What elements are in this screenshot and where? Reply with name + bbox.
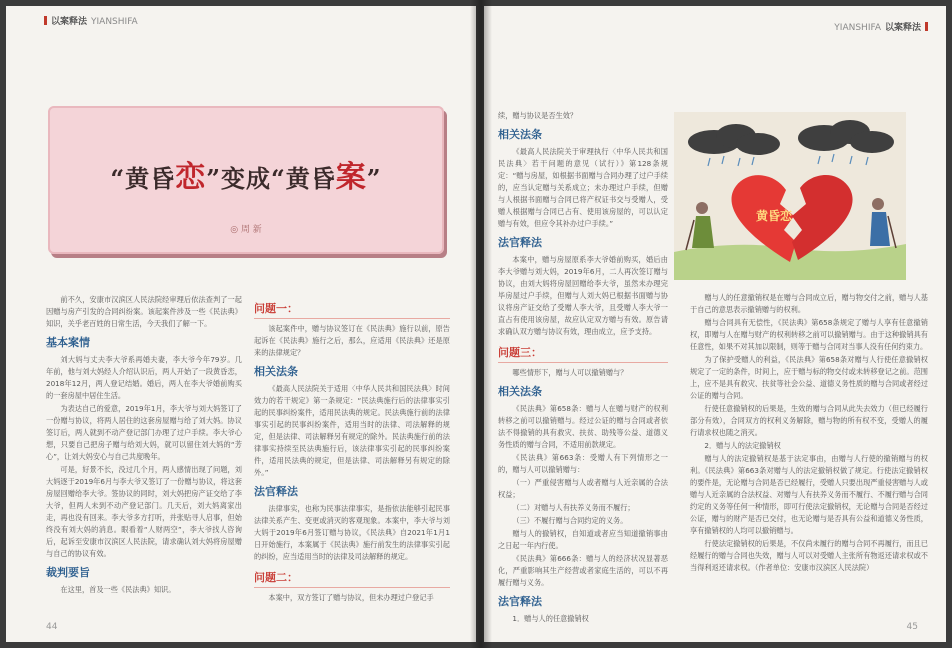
body-paragraph: 1．赠与人的任意撤销权 — [512, 614, 589, 623]
illustration-broken-heart — [674, 112, 906, 280]
question-heading: 问题一： — [254, 302, 450, 319]
section-heading: 基本案情 — [46, 336, 90, 349]
title-part: ”变成“黄昏 — [206, 164, 336, 193]
binding-gutter — [470, 0, 492, 648]
header-accent-bar — [925, 22, 928, 31]
header-section-en: YIANSHIFA — [91, 17, 138, 27]
body-paragraph: 赠与人的法定撤销权是基于法定事由，由赠与人行使的撤销赠与的权利。《民法典》第663条对赠与人的法定撤销权做了规定。行使法定撤销权的要件是，无论赠与合同是否已经履行，受赠人只要出现严重侵害赠与人或赠与人近亲属的合法权益、对赠与人有扶养义务而不履行、不履行赠与合同约定的义务等任何一种情形，即可行使法定撤销权，无论赠与合同是否经过公证，赠与的财产是否已交付，也无论赠与是否具有公益和道德义务性质，享有撤销权的人均可以撤销赠与。 — [690, 454, 928, 535]
law-item: （二）对赠与人有扶养义务而不履行； — [512, 503, 635, 512]
left-column-1 — [46, 294, 242, 597]
article-title — [48, 152, 444, 196]
law-paragraph: 《民法典》第658条：赠与人在赠与财产的权利转移之前可以撤销赠与。经过公证的赠与合同或者依法不得撤销的具有救灾、扶贫、助残等公益、道德义务性质的赠与合同，不适用前款规定。 — [498, 404, 668, 449]
body-paragraph: 为表达自己的爱意，2019年1月，李大爷与刘大妈签订了一份赠与协议，将两人居住的这套房屋赠与给了刘大妈。协议签订后，两人就到不动产登记部门办理了过户手续。李大爷心想，只要自己把房子赠与给刘大妈，就可以留住刘大妈的“芳心”，让刘大妈安心与自己共度晚年。 — [46, 404, 242, 461]
body-paragraph: 刘大妈与丈夫李大爷系再婚夫妻，李大爷今年79岁。几年前，他与刘大妈经人介绍认识后，两人开始了一段黄昏恋，2018年12月，两人登记结婚。婚后，两人在李大爷婚前购买的一套房屋中居住生活。 — [46, 355, 242, 400]
title-banner — [48, 106, 444, 254]
sub-heading: 2．赠与人的法定撤销权 — [704, 441, 781, 450]
heart-illustration — [674, 112, 906, 280]
header-section-cn: 以案释法 — [51, 17, 88, 27]
body-paragraph: 赠与合同具有无偿性，《民法典》第658条规定了赠与人享有任意撤销权，即赠与人在赠与财产的权利转移之前可以撤销赠与。由于这种撤销具有任意性，如果不对其加以限制，则等于赠与合同对当事人没有任何约束力。 — [690, 318, 928, 351]
title-part: “黄昏 — [110, 164, 176, 193]
header-section-en: YIANSHIFA — [834, 23, 881, 33]
body-paragraph: 该起案件中，赠与协议签订在《民法典》施行以前，原告起诉在《民法典》施行之后，那么，应适用《民法典》还是原来的法律规定？ — [254, 324, 450, 357]
law-paragraph: 《民法典》第663条：受赠人有下列情形之一的，赠与人可以撤销赠与： — [498, 453, 668, 474]
right-column-1 — [498, 110, 668, 626]
body-paragraph: 赠与人的任意撤销权是在赠与合同成立后，赠与物交付之前，赠与人基于自己的意思表示撤销赠与的权利。 — [690, 293, 928, 314]
right-page — [484, 6, 946, 642]
page-number-left: 44 — [46, 622, 58, 632]
law-paragraph: 《最高人民法院关于审理执行〈中华人民共和国民法典〉若干问题的意见（试行）》第128条规定：“赠与房屋，如根据书面赠与合同办理了过户手续的，应当认定赠与关系成立；未办理过户手续，但赠与人根据书面赠与合同已将产权证书交与受赠人，受赠人根据赠与合同已占有、使用该房屋的，可以认定赠与有效，但应令其补办过户手续。” — [498, 147, 668, 228]
title-highlight: 案 — [335, 160, 367, 195]
heart-text: 黄昏恋 — [756, 209, 793, 223]
law-item: （一）严重侵害赠与人或者赠与人近亲属的合法权益； — [498, 478, 668, 499]
body-paragraph: 可是，好景不长，没过几个月，两人感情出现了问题，刘大妈逐于2019年6月与李大爷又签订了一份赠与协议，将这套房屋回赠给李大爷。签协议的同时，刘大妈把房产证交给了李大爷，但两人未到不动产登记部门。几天后，刘大妈离家出走，再也没有回来。李大爷多方打听，并张贴寻人启事，但始终没有刘大妈的消息。眼看着“人财两空”，李大爷找人咨询后，起诉至安康市汉滨区人民法院，请求确认刘大妈将房屋赠与自己的协议有效。 — [46, 465, 242, 558]
body-paragraph: 在这里，首及一些《民法典》知识。 — [60, 585, 176, 594]
body-paragraph: 行使任意撤销权的后果是，生效的赠与合同从此失去效力（但已经履行部分有效），合同双方的权利义务解除，赠与物的所有权不变，受赠人的履行请求权也随之消灭。 — [690, 404, 928, 437]
title-highlight: 恋 — [175, 160, 207, 195]
law-paragraph: 赠与人的撤销权，自知道或者应当知道撤销事由之日起一年内行使。 — [498, 529, 668, 550]
section-heading: 相关法条 — [498, 128, 542, 141]
section-heading: 相关法条 — [254, 365, 298, 378]
body-paragraph: 哪些情形下，赠与人可以撤销赠与？ — [512, 368, 628, 377]
section-heading: 裁判要旨 — [46, 566, 90, 579]
header-accent-bar — [44, 16, 47, 25]
right-page-header — [834, 20, 928, 33]
left-page — [6, 6, 476, 642]
article-author: ◎ 周 新 — [230, 225, 262, 235]
section-heading: 法官释法 — [498, 236, 542, 249]
law-paragraph: 《最高人民法院关于适用〈中华人民共和国民法典〉时间效力的若干规定》第一条规定：“民法典施行后的法律事实引起的民事纠纷案件，适用民法典的规定。民法典施行前的法律事实引起的民事纠纷案件，适用当时的法律、司法解释的规定，但是法律、司法解释另有规定的除外。民法典施行前的法律事实持续至民法典施行后，该法律事实引起的民事纠纷案件，适用民法典的规定，但是法律、司法解释另有规定的除外。” — [254, 384, 450, 477]
body-paragraph: 本案中，双方签订了赠与协议，但未办理过户登记手 — [268, 593, 434, 602]
body-paragraph: 本案中，赠与房屋原系李大爷婚前购买，婚后由李大爷赠与刘大妈，2019年6月，二人再次签订赠与协议，由刘大妈将房屋回赠给李大爷，虽然未办理完毕房屋过户手续，但赠与人刘大妈已根据书面赠与协议将房产证交给了受赠人李大爷，且受赠人李大爷一直占有使用该房屋，故应认定双方赠与有效。原告请求确认双方赠与协议有效，理由成立，应予支持。 — [498, 255, 668, 336]
body-paragraph: 续，赠与协议是否生效？ — [498, 111, 578, 120]
page-number-right: 45 — [906, 622, 918, 632]
left-page-header — [44, 14, 138, 27]
intro-paragraph: 前不久，安康市汉滨区人民法院经审理后依法查判了一起因赠与房产引发的合同纠纷案。该起案件涉及一些《民法典》知识，关乎老百姓的日常生活，今天我们了解一下。 — [46, 295, 242, 328]
body-paragraph: 法律事实，也称为民事法律事实，是指依法能够引起民事法律关系产生、变更或消灭的客观现象。本案中，李大爷与刘大妈于2019年6月签订赠与协议，《民法典》自2021年1月1日开始施行，本案属于《民法典》施行前发生的法律事实引起的纠纷，应当适用当时的法律及司法解释的规定。 — [254, 504, 450, 561]
title-part: ” — [366, 164, 382, 193]
left-column-2 — [254, 294, 450, 605]
body-paragraph: 行使法定撤销权的后果是，不仅尚未履行的赠与合同不再履行，而且已经履行的赠与合同也失效，赠与人可以对受赠人主张所有物返还请求权或不当得利返还请求权。（作者单位：安康市汉滨区人民法院） — [690, 539, 928, 572]
section-heading: 法官释法 — [254, 485, 298, 498]
question-heading: 问题三： — [498, 346, 668, 363]
section-heading: 法官释法 — [498, 595, 542, 608]
header-section-cn: 以案释法 — [884, 23, 921, 33]
law-paragraph: 《民法典》第666条：赠与人的经济状况显著恶化，严重影响其生产经营或者家庭生活的，可以不再履行赠与义务。 — [498, 554, 668, 587]
question-heading: 问题二： — [254, 571, 450, 588]
section-heading: 相关法条 — [498, 385, 542, 398]
law-item: （三）不履行赠与合同约定的义务。 — [512, 516, 628, 525]
body-paragraph: 为了保护受赠人的利益，《民法典》第658条对赠与人行使任意撤销权规定了一定的条件，时间上，应于赠与标的物交付或未转移登记之前。范围上，应不是具有救灾、扶贫等社会公益、道德义务性质的赠与合同或者经过公证的赠与合同。 — [690, 355, 928, 400]
right-column-2 — [690, 292, 928, 575]
